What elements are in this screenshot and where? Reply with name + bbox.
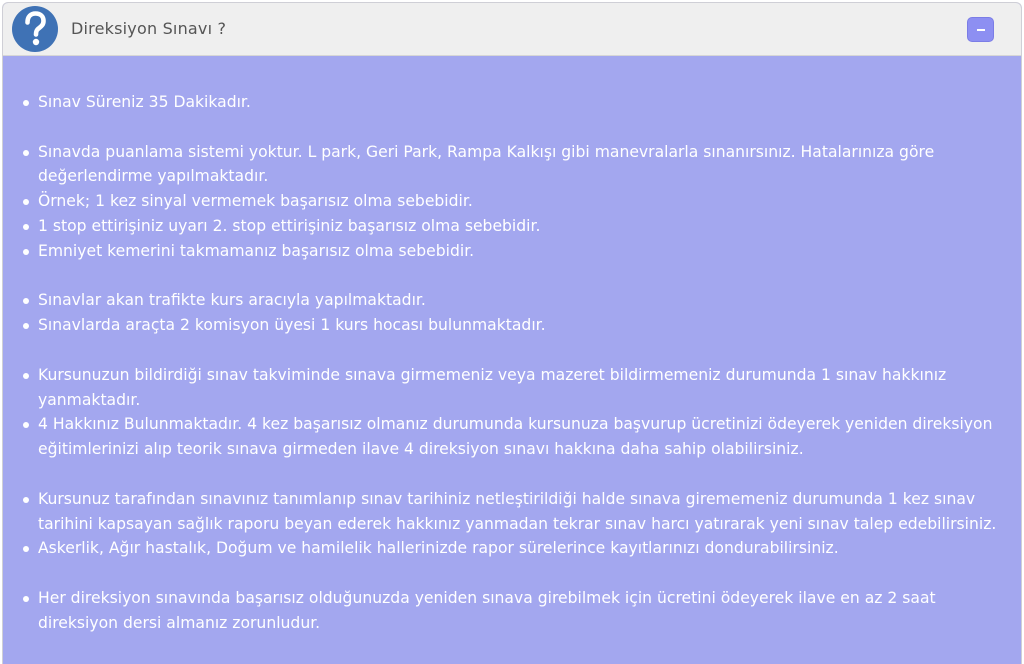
list-item: Sınavlarda araçta 2 komisyon üyesi 1 kurs hocası bulunmaktadır. — [21, 313, 1005, 338]
list-item: Kursunuz tarafından sınavınız tanımlanıp sınav tarihiniz netleştirildiği halde sınava girememeniz durumunda 1 kez sınav tarihini kapsayan sağlık raporu beyan ederek hakkınız yanmadan tekrar sınav harcı yatırarak yeni sınav talep edebilirsiniz. — [21, 487, 1005, 537]
list-item: Sınavda puanlama sistemi yoktur. L park, Geri Park, Rampa Kalkışı gibi manevralarla sınanırsınız. Hatalarınıza göre değerlendirme yapılmaktadır. — [21, 140, 1005, 190]
panel-title: Direksiyon Sınavı ? — [71, 19, 227, 38]
list-item: Askerlik, Ağır hastalık, Doğum ve hamilelik hallerinizde rapor sürelerince kayıtlarınızı dondurabilirsiniz. — [21, 536, 1005, 561]
list-item: Örnek; 1 kez sinyal vermemek başarısız olma sebebidir. — [21, 189, 1005, 214]
question-circle-icon — [12, 6, 58, 52]
info-group-scoring — [21, 140, 1005, 264]
minus-icon — [977, 29, 985, 31]
panel-content — [3, 56, 1021, 636]
list-item: Emniyet kemerini takmamanız başarısız olma sebebidir. — [21, 239, 1005, 264]
collapse-button[interactable] — [967, 17, 994, 42]
list-item: Sınavlar akan trafikte kurs aracıyla yapılmaktadır. — [21, 288, 1005, 313]
list-item: Sınav Süreniz 35 Dakikadır. — [21, 90, 1005, 115]
panel-header[interactable] — [3, 3, 1021, 56]
list-item: 1 stop ettirişiniz uyarı 2. stop ettirişiniz başarısız olma sebebidir. — [21, 214, 1005, 239]
info-group-traffic — [21, 288, 1005, 338]
accordion-panel — [2, 2, 1022, 664]
list-item: Kursunuzun bildirdiği sınav takviminde sınava girmemeniz veya mazeret bildirmemeniz durumunda 1 sınav hakkınız yanmaktadır. — [21, 363, 1005, 413]
list-item: Her direksiyon sınavında başarısız olduğunuzda yeniden sınava girebilmek için ücretini ödeyerek ilave en az 2 saat direksiyon dersi almanız zorunludur. — [21, 586, 1005, 636]
info-group-duration — [21, 90, 1005, 115]
info-group-extra-lessons — [21, 586, 1005, 636]
info-group-postpone — [21, 487, 1005, 561]
info-group-rights — [21, 363, 1005, 462]
list-item: 4 Hakkınız Bulunmaktadır. 4 kez başarısız olmanız durumunda kursunuza başvurup ücretinizi ödeyerek yeniden direksiyon eğitimlerinizi alıp teorik sınava girmeden ilave 4 direksiyon sınavı hakkına daha sahip olabilirsiniz. — [21, 412, 1005, 462]
